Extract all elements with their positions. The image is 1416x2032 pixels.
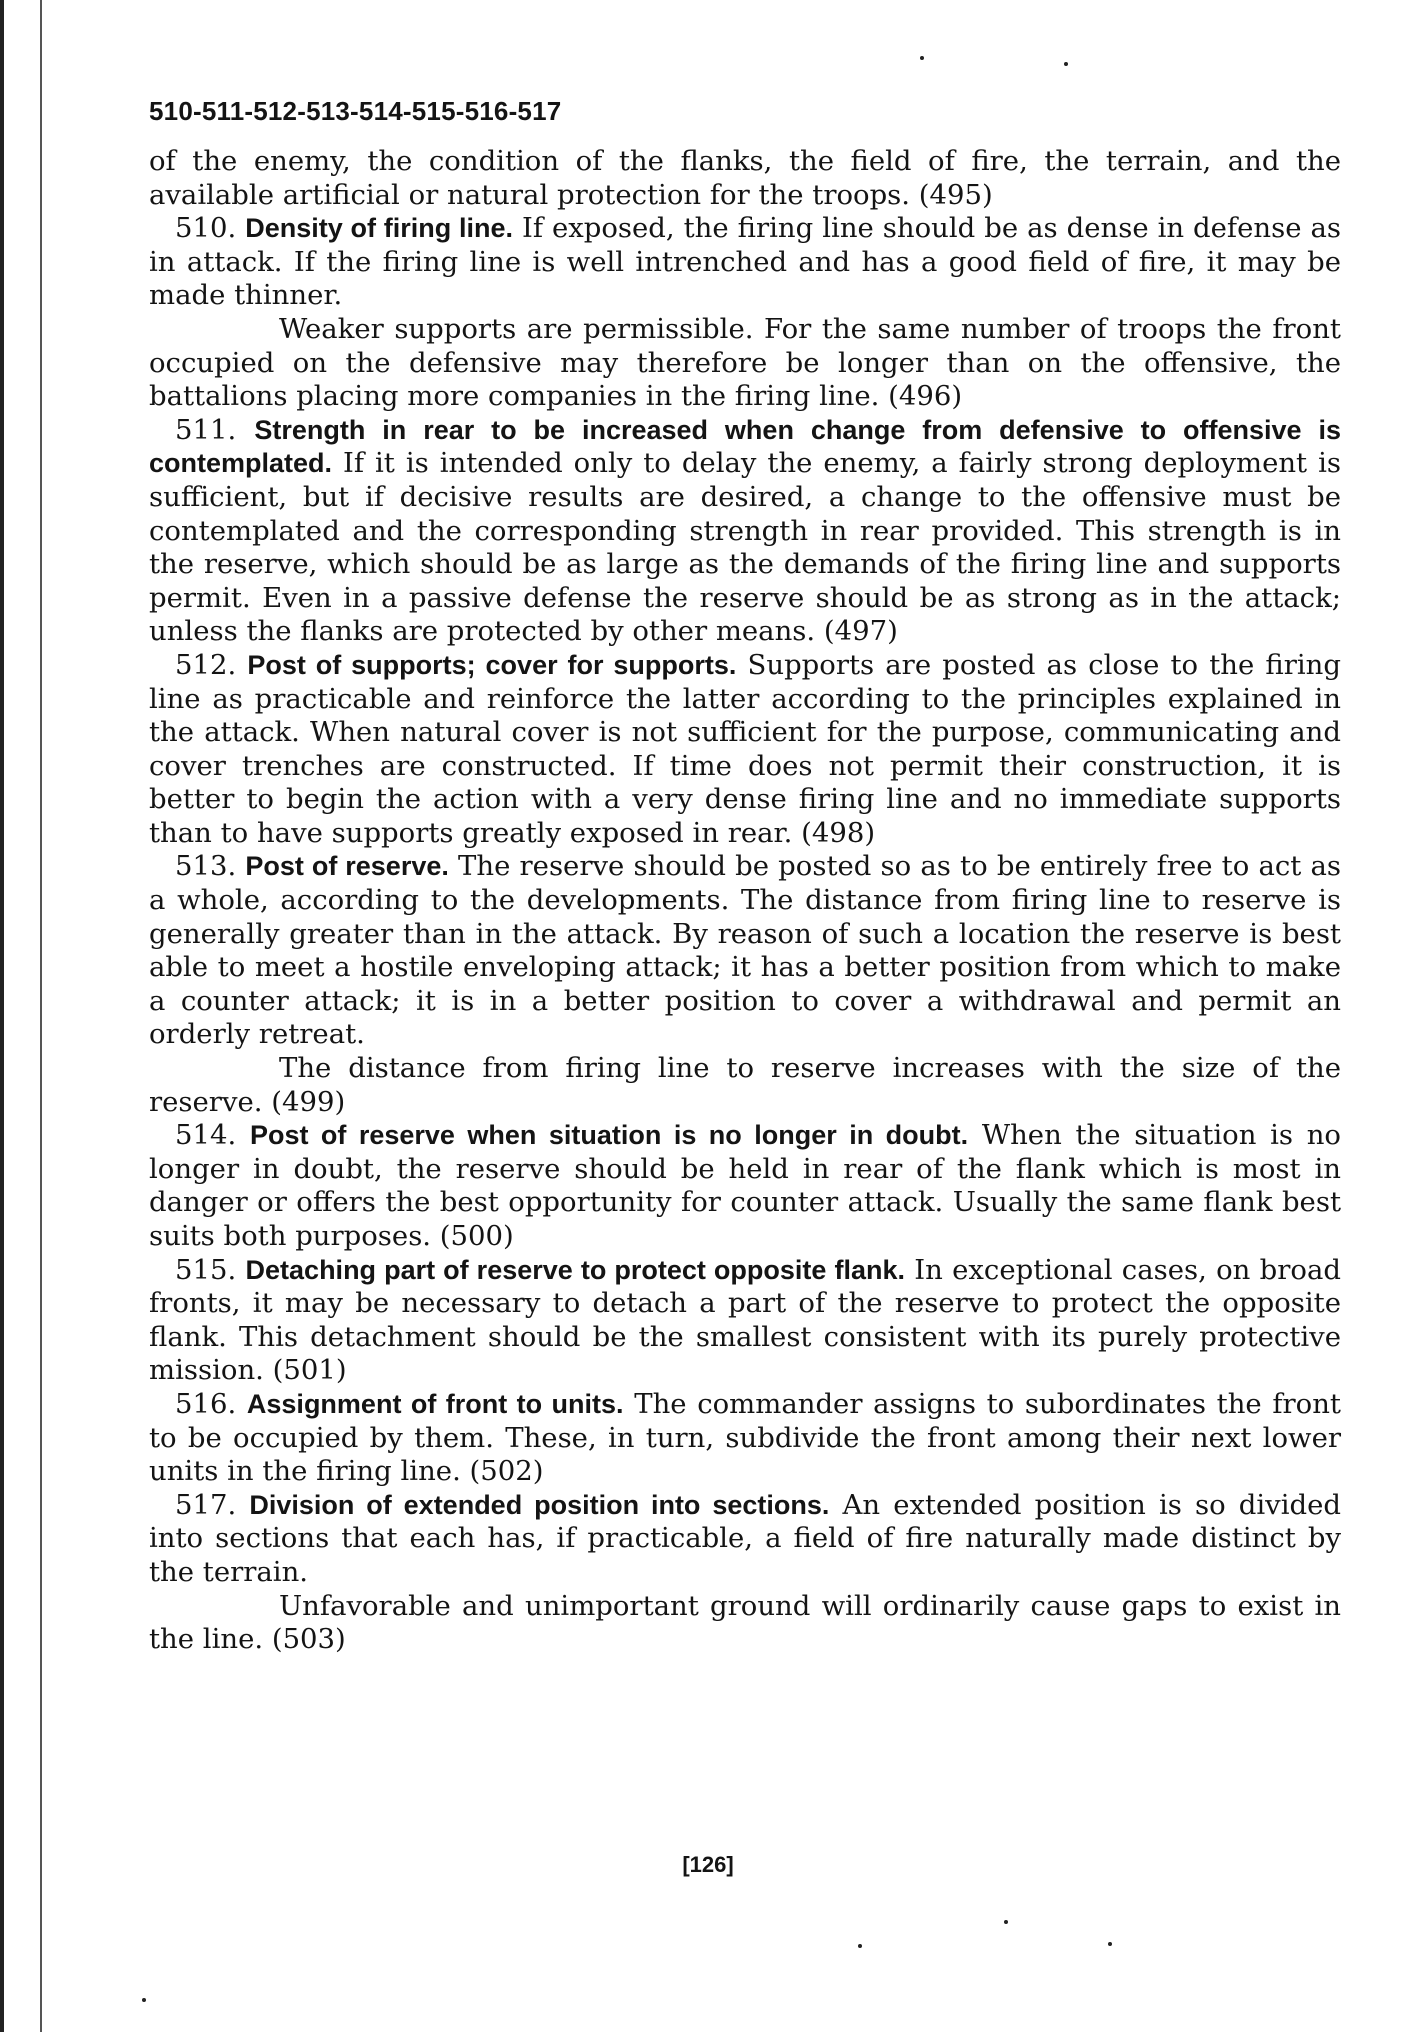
paragraph-517 (149, 1489, 1341, 1590)
paragraph-text: Supports are posted as close to the firing line as practicable and reinforce the latter according to the principles explained in the attack. When natural cover is not sufficient for the purpose, communicating and cover trenches are constructed. If time does not permit their construction, it is better to begin the action with a very dense firing line and no immediate supports than to have supports greatly exposed in rear. (498) (149, 648, 1341, 849)
scan-speck (142, 1998, 146, 2002)
paragraph-511 (149, 414, 1341, 649)
paragraph-text: The commander assigns to subordinates the front to be occupied by them. These, in turn, subdivide the front among their next lower units in the firing line. (502) (149, 1387, 1341, 1488)
paragraph-text: In exceptional cases, on broad fronts, it may be necessary to detach a part of the reserve to protect the opposite flank. This detachment should be the smallest consistent with its purely protective mission. (501) (149, 1253, 1341, 1387)
paragraph-text: When the situation is no longer in doubt, the reserve should be held in rear of the flank which is most in danger or offers the best opportunity for counter attack. Usually the same flank best suits both purposes. (500) (149, 1119, 1341, 1252)
paragraph-510-sub (149, 313, 1341, 414)
paragraph-heading: Post of reserve when situation is no longer in doubt. (249, 1120, 969, 1151)
paragraph-heading: Detaching part of reserve to protect opposite flank. (245, 1254, 905, 1285)
scan-speck (1108, 1942, 1112, 1946)
paragraph-number: 512. (175, 648, 237, 681)
paragraph-number: 511. (175, 413, 237, 446)
scan-edge-line (0, 0, 4, 2032)
paragraph-517-sub (149, 1590, 1341, 1657)
paragraph-513 (149, 850, 1341, 1052)
paragraph-text: If exposed, the firing line should be as dense in defense as in attack. If the firing line is well intrenched and has a good field of fire, it may be made thinner. (149, 212, 1341, 312)
scan-speck (858, 1944, 862, 1948)
paragraph-text: If it is intended only to delay the enemy, a fairly strong deployment is sufficient, but if decisive results are desired, a change to the offensive must be contemplated and the corresponding strength in rear provided. This strength is in the reserve, which should be as large as the demands of the firing line and supports permit. Even in a passive defense the reserve should be as strong as in the attack; unless the flanks are protected by other means. (497) (149, 447, 1341, 648)
paragraph-text: An extended position is so divided into sections that each has, if practicable, a field of fire naturally made distinct by the terrain. (149, 1488, 1341, 1588)
scan-speck (1004, 1920, 1008, 1924)
paragraph-heading: Strength in rear to be increased when change from defensive to offensive is contemplated. (149, 414, 1341, 479)
paragraph-number: 510. (175, 212, 237, 245)
paragraph-heading: Assignment of front to units. (246, 1388, 624, 1419)
paragraph-514 (149, 1119, 1341, 1253)
paragraph-heading: Division of extended position into sections. (249, 1489, 830, 1520)
paragraph-number: 517. (175, 1488, 237, 1521)
paragraph-513-sub (149, 1052, 1341, 1119)
paragraph-number: 514. (175, 1119, 237, 1152)
page-header: 510-511-512-513-514-515-516-517 (149, 96, 562, 126)
scan-speck (920, 56, 924, 60)
paragraph-text: Unfavorable and unimportant ground will ordinarily cause gaps to exist in the line. (503) (149, 1589, 1341, 1656)
paragraph-heading: Post of supports; cover for supports. (247, 649, 737, 680)
paragraph-number: 513. (175, 850, 237, 883)
paragraph-text: Weaker supports are permissible. For the same number of troops the front occupied on the defensive may therefore be longer than on the offensive, the battalions placing more companies in the firing line. (496) (149, 312, 1341, 413)
paragraph-510 (149, 212, 1341, 313)
body-text (149, 145, 1341, 1657)
paragraph-516 (149, 1388, 1341, 1489)
paragraph-512 (149, 649, 1341, 851)
paragraph-number: 516. (175, 1387, 237, 1420)
page-number: [126] (682, 1852, 734, 1877)
paragraph-heading: Post of reserve. (245, 851, 449, 882)
paragraph-515 (149, 1254, 1341, 1388)
paragraph-number: 515. (175, 1253, 237, 1286)
scan-speck (1064, 62, 1068, 66)
scan-edge-line-inner (40, 0, 42, 2032)
paragraph-text: The reserve should be posted so as to be entirely free to act as a whole, according to the developments. The distance from firing line to reserve is generally greater than in the attack. By reason of such a location the reserve is best able to meet a hostile enveloping attack; it has a better position from which to make a counter attack; it is in a better position to cover a withdrawal and permit an orderly retreat. (149, 850, 1341, 1051)
paragraph-text: The distance from firing line to reserve increases with the size of the reserve. (499) (149, 1052, 1341, 1118)
continuation-paragraph: of the enemy, the condition of the flanks, the field of fire, the terrain, and the available artificial or natural protection for the troops. (495) (149, 145, 1341, 211)
paragraph-heading: Density of firing line. (245, 213, 513, 244)
